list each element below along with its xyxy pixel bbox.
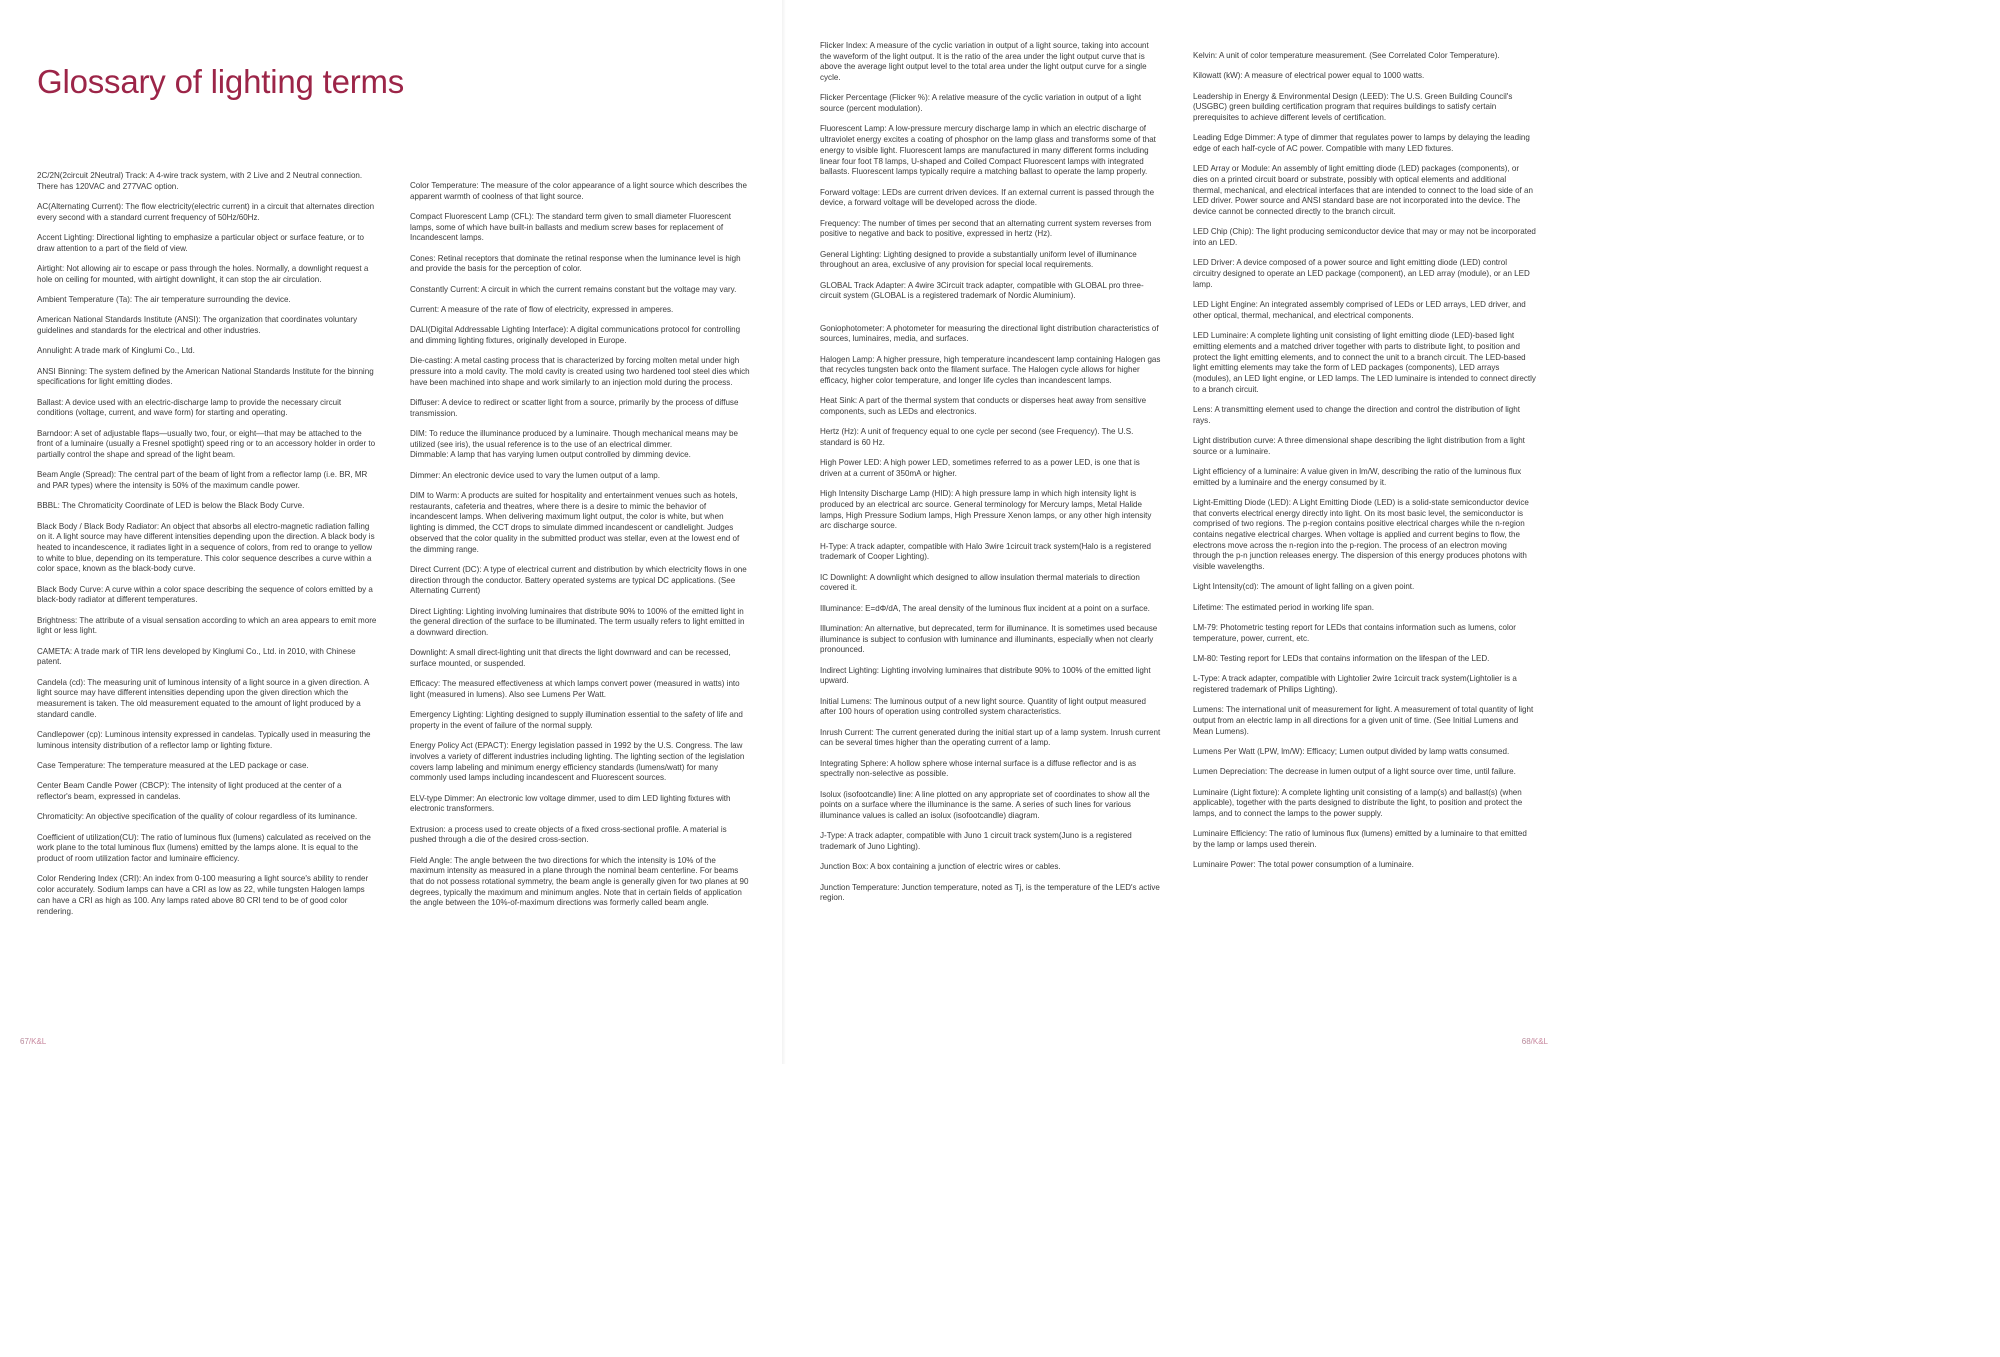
glossary-entry: Integrating Sphere: A hollow sphere whose internal surface is a diffuse reflector and is as spectrally non-selective as possible.: [820, 758, 1137, 779]
glossary-entry: LM-79: Photometric testing report for LEDs that contains information such as lumens, color temperature, power, current, etc.: [1193, 623, 1516, 643]
glossary-entry: LED Chip (Chip): The light producing semiconductor device that may or may not be incorporated into an LED.: [1193, 227, 1536, 248]
glossary-entry: Ambient Temperature (Ta): The air temperature surrounding the device.: [37, 295, 291, 304]
glossary-entry: LM-80: Testing report for LEDs that contains information on the lifespan of the LED.: [1193, 654, 1490, 664]
glossary-entry: L-Type: A track adapter, compatible with Lightolier 2wire 1circuit track system(Lightolier is a registered trademark of Philips Lighting).: [1193, 674, 1517, 695]
glossary-entry: Leadership in Energy & Environmental Design (LEED): The U.S. Green Building Council's (USGBC) green building certification program that requires buildings to satisfy certain prerequisites to achieve different levels of certification.: [1193, 91, 1513, 122]
glossary-entry: GLOBAL Track Adapter: A 4wire 3Circuit track adapter, compatible with GLOBAL pro three-circuit system (GLOBAL is a registered trademark of Nordic Aluminium).: [820, 280, 1144, 301]
glossary-entry: Lumen Depreciation: The decrease in lumen output of a light source over time, until failure.: [1193, 767, 1516, 777]
glossary-entry: Frequency: The number of times per second that an alternating current system reverses from positive to negative and back to positive, expressed in hertz (Hz).: [820, 218, 1152, 239]
glossary-entry: Beam Angle (Spread): The central part of the beam of light from a reflector lamp (i.e. BR, MR and PAR types) where the intensity is 50% of the maximum candle power.: [37, 470, 368, 490]
glossary-entry: Cones: Retinal receptors that dominate the retinal response when the luminance level is high and provide the basis for the perception of color.: [410, 253, 741, 274]
glossary-entry: Halogen Lamp: A higher pressure, high temperature incandescent lamp containing Halogen gas that recycles tungsten back onto the filament surface. The Halogen cycle allows for higher efficacy, higher color temperature, and longer life cycles than incandescent lamps.: [820, 354, 1161, 385]
glossary-entry: LED Driver: A device composed of a power source and light emitting diode (LED) control circuitry designed to operate an LED package (component), an LED array (module), or an LED lamp.: [1193, 258, 1530, 289]
glossary-entry: Emergency Lighting: Lighting designed to supply illumination essential to the safety of life and property in the event of failure of the normal supply.: [410, 710, 743, 730]
glossary-entry: Barndoor: A set of adjustable flaps—usually two, four, or eight—that may be attached to the front of a luminaire (usually a Fresnel spotlight) speed ring or to an accessory holder in order to partially control the shape and spread of the light beam.: [37, 428, 376, 459]
glossary-entry: BBBL: The Chromaticity Coordinate of LED is below the Black Body Curve.: [37, 501, 305, 511]
glossary-entry: General Lighting: Lighting designed to provide a substantially uniform level of illuminance throughout an area, exclusive of any provision for special local requirements.: [820, 249, 1137, 270]
glossary-entry: Dimmable: A lamp that has varying lumen output controlled by dimming device.: [410, 450, 691, 460]
glossary-entry: J-Type: A track adapter, compatible with Juno 1 circuit track system(Juno is a registered trademark of Juno Lighting).: [820, 831, 1132, 852]
entry-spacer: [820, 312, 1162, 324]
glossary-entry: Light efficiency of a luminaire: A value given in lm/W, describing the ratio of the luminous flux emitted by a luminaire and the energy consumed by it.: [1193, 466, 1522, 487]
glossary-entry: Light distribution curve: A three dimensional shape describing the light distribution from a light source or a luminaire.: [1193, 435, 1525, 456]
glossary-entry: Luminaire Efficiency: The ratio of luminous flux (lumens) emitted by a luminaire to that emitted by the lamp or lamps used therein.: [1193, 829, 1527, 850]
glossary-entry: Field Angle: The angle between the two directions for which the intensity is 10% of the maximum intensity as measured in a plane through the nominal beam centerline. For beams that do not possess rotational symmetry, the beam angle is generally given for two planes at 90 degrees, typically the maximum and minimum angles. Note that in certain fields of application the angle between the 10%-of-maximum directions was formerly called beam angle.: [410, 855, 749, 908]
glossary-entry: Indirect Lighting: Lighting involving luminaires that distribute 90% to 100% of the emitted light upward.: [820, 665, 1151, 686]
glossary-entry: Direct Lighting: Lighting involving luminaires that distribute 90% to 100% of the emitted light in the general direction of the surface to be illuminated. The term usually refers to light emitted in a downward direction.: [410, 606, 745, 637]
glossary-entry: Light-Emitting Diode (LED): A Light Emitting Diode (LED) is a solid-state semiconductor device that converts electrical energy directly into light. On its most basic level, the semiconductor is comprised of two regions. The p-region contains positive electrical charges while the n-region contains negative electrical charges. When voltage is applied and current begins to flow, the electrons move across the n-region into the p-region. The process of an electron moving through the p-n junction releases energy. The dispersion of this energy produces photons with visible wavelengths.: [1193, 497, 1529, 572]
glossary-entry: Lens: A transmitting element used to change the direction and control the distribution of light rays.: [1193, 404, 1520, 425]
glossary-column-1: [37, 171, 377, 927]
glossary-entry: Fluorescent Lamp: A low-pressure mercury discharge lamp in which an electric discharge of ultraviolet energy excites a coating of phosphor on the lamp glass and transforms some of that energy to visible light. Fluorescent lamps are manufactured in many different forms including linear four foot T8 lamps, U-shaped and Coiled Compact Fluorescent lamps with integrated ballasts. Fluorescent lamps typically require a matching ballast to operate the lamp properly.: [820, 124, 1156, 177]
glossary-entry: Constantly Current: A circuit in which the current remains constant but the voltage may vary.: [410, 284, 737, 294]
glossary-entry: Diffuser: A device to redirect or scatter light from a source, primarily by the process of diffuse transmission.: [410, 398, 739, 418]
glossary-column-2: [410, 181, 750, 919]
page-number: 68: [1521, 1037, 1531, 1046]
folio-right: [1522, 1037, 1548, 1046]
glossary-entry: 2C/2N(2circuit 2Neutral) Track: A 4-wire track system, with 2 Live and 2 Neutral connection. There has 120VAC and 277VAC option.: [37, 171, 363, 191]
glossary-column-3: [820, 41, 1162, 914]
glossary-entry: IC Downlight: A downlight which designed to allow insulation thermal materials to direction covered it.: [820, 572, 1140, 593]
glossary-entry: Accent Lighting: Directional lighting to emphasize a particular object or surface feature, or to draw attention to a part of the field of view.: [37, 233, 364, 253]
glossary-entry: Direct Current (DC): A type of electrical current and distribution by which electricity flows in one direction through the conductor. Battery operated systems are typical DC applications. (See Alternating Current): [410, 564, 747, 596]
page-number: 67: [20, 1037, 29, 1046]
glossary-entry: AC(Alternating Current): The flow electricity(electric current) in a circuit that alternates direction every second with a standard current frequency of 50Hz/60Hz.: [37, 202, 375, 222]
glossary-entry: Brightness: The attribute of a visual sensation according to which an area appears to emit more light or less light.: [37, 615, 377, 636]
glossary-entry: Goniophotometer: A photometer for measuring the directional light distribution characteristics of sources, luminaires, media, and surfaces.: [820, 323, 1159, 344]
glossary-entry: DALI(Digital Addressable Lighting Interface): A digital communications protocol for controlling and dimming lighting fixtures, originally developed in Europe.: [410, 325, 741, 345]
glossary-entry: Energy Policy Act (EPACT): Energy legislation passed in 1992 by the U.S. Congress. The law involves a variety of different industries including lighting. The lighting section of the legislation covers lamp labeling and minimum energy efficiency standards (lumens/watt) for many commonly used lamps including incandescent and Fluorescent sources.: [410, 741, 745, 783]
glossary-entry: Kilowatt (kW): A measure of electrical power equal to 1000 watts.: [1193, 71, 1425, 81]
brand-mark: /K&L: [28, 1037, 47, 1046]
page-title: Glossary of lighting terms: [37, 63, 405, 100]
glossary-entry: Annulight: A trade mark of Kinglumi Co., Ltd.: [37, 346, 195, 356]
glossary-entry: Chromaticity: An objective specification of the quality of colour regardless of its luminance.: [37, 812, 358, 822]
glossary-entry: Dimmer: An electronic device used to vary the lumen output of a lamp.: [410, 470, 661, 480]
glossary-entry: Lifetime: The estimated period in working life span.: [1193, 602, 1374, 612]
glossary-entry: Ballast: A device used with an electric-discharge lamp to provide the necessary circuit conditions (voltage, current, and wave form) for starting and operating.: [37, 397, 342, 418]
glossary-entry: CAMETA: A trade mark of TIR lens developed by Kinglumi Co., Ltd. in 2010, with Chinese patent.: [37, 646, 356, 667]
glossary-column-4: [1193, 51, 1536, 881]
glossary-entry: Black Body Curve: A curve within a color space describing the sequence of colors emitted by a black-body radiator at different temperatures.: [37, 584, 373, 605]
glossary-entry: Downlight: A small direct-lighting unit that directs the light downward and can be recessed, surface mounted, or suspended.: [410, 648, 731, 668]
page-fold: [782, 0, 786, 1064]
glossary-entry: Candlepower (cp): Luminous intensity expressed in candelas. Typically used in measuring the luminous intensity distribution of a reflector lamp or lighting fixture.: [37, 730, 371, 750]
glossary-entry: Color Temperature: The measure of the color appearance of a light source which describes the apparent warmth of coolness of that light source.: [410, 181, 747, 201]
glossary-entry: LED Luminaire: A complete lighting unit consisting of light emitting diode (LED)-based light emitting elements and a matched driver together with parts to distribute light, to position and protect the light emitting elements, and to connect the unit to a branch circuit. The LED-based light emitting elements may take the form of LED packages (components), LED arrays (modules), an LED light engine, or LED lamps. The LED luminaire is intended to connect directly to a branch circuit.: [1193, 331, 1536, 394]
glossary-entry: Illuminance: E=dΦ/dA, The areal density of the luminous flux incident at a point on a surface.: [820, 603, 1150, 613]
glossary-entry: Die-casting: A metal casting process that is characterized by forcing molten metal under high pressure into a mold cavity. The mold cavity is created using two hardened tool steel dies which have been machined into shape and work similarly to an injection mold during the process.: [410, 356, 750, 387]
glossary-entry: Illumination: An alternative, but deprecated, term for illuminance. It is sometimes used because illuminance is subject to confusion with luminance and illuminants, especially when not clearly pronounced.: [820, 623, 1158, 655]
glossary-entry: Leading Edge Dimmer: A type of dimmer that regulates power to lamps by delaying the leading edge of each half-cycle of AC power. Compatible with many LED fixtures.: [1193, 133, 1530, 153]
glossary-entry: Extrusion: a process used to create objects of a fixed cross-sectional profile. A material is pushed through a die of the desired cross-section.: [410, 824, 727, 845]
glossary-entry: DIM: To reduce the illuminance produced by a luminaire. Though mechanical means may be utilized (see iris), the usual reference is to the use of an electrical dimmer.: [410, 429, 739, 449]
glossary-entry: Junction Box: A box containing a junction of electric wires or cables.: [820, 862, 1061, 872]
glossary-entry: Heat Sink: A part of the thermal system that conducts or disperses heat away from sensitive components, such as LEDs and electronics.: [820, 396, 1147, 416]
glossary-entry: American National Standards Institute (ANSI): The organization that coordinates voluntary guidelines and standards for the electrical and other industries.: [37, 315, 358, 335]
glossary-entry: H-Type: A track adapter, compatible with Halo 3wire 1circuit track system(Halo is a registered trademark of Cooper Lighting).: [820, 541, 1151, 562]
glossary-entry: Light Intensity(cd): The amount of light falling on a given point.: [1193, 582, 1415, 592]
glossary-entry: Center Beam Candle Power (CBCP): The intensity of light produced at the center of a reflector's beam, expressed in candelas.: [37, 781, 342, 802]
glossary-entry: LED Array or Module: An assembly of light emitting diode (LED) packages (components), or dies on a printed circuit board or substrate, possibly with optical elements and additional thermal, mechanical, and electrical interfaces that are intended to connect to the load side of an LED driver. Power source and ANSI standard base are not incorporated into the device. The device cannot be connected directly to the branch circuit.: [1193, 164, 1533, 217]
glossary-entry: Isolux (isofootcandle) line: A line plotted on any appropriate set of coordinates to show all the points on a surface where the illuminance is the same. A series of such lines for various illuminance values is called an isolux (isofootcandle) diagram.: [820, 789, 1150, 821]
glossary-entry: High Intensity Discharge Lamp (HID): A high pressure lamp in which high intensity light is produced by an electrical arc source. General terminology for Mercury lamps, Metal Halide lamps, High Pressure Sodium lamps, High Pressure Xenon lamps, or any other high intensity arc discharge source.: [820, 489, 1152, 531]
glossary-entry: Inrush Current: The current generated during the initial start up of a lamp system. Inrush current can be several times higher than the operating current of a lamp.: [820, 727, 1161, 748]
glossary-entry: Airtight: Not allowing air to escape or pass through the holes. Normally, a downlight request a hole on ceiling for mounted, with airtight downlight, it can stop the air circulation.: [37, 264, 369, 284]
glossary-entry: Candela (cd): The measuring unit of luminous intensity of a light source in a given direction. A light source may have different intensities depending upon the given direction which the measurement is taken. The old measurement equated to the amount of light produced by a standard candle.: [37, 677, 369, 719]
glossary-entry: Kelvin: A unit of color temperature measurement. (See Correlated Color Temperature).: [1193, 51, 1500, 60]
brand-mark: /K&L: [1530, 1037, 1548, 1046]
glossary-entry: Hertz (Hz): A unit of frequency equal to one cycle per second (see Frequency). The U.S. standard is 60 Hz.: [820, 427, 1134, 447]
glossary-entry: High Power LED: A high power LED, sometimes referred to as a power LED, is one that is driven at a current of 350mA or higher.: [820, 458, 1140, 478]
glossary-entry: Lumens: The international unit of measurement for light. A measurement of total quantity of light output from an electric lamp in all directions for a given unit of time. (See Initial Lumens and Mean Lumens).: [1193, 705, 1534, 736]
glossary-entry: Black Body / Black Body Radiator: An object that absorbs all electro-magnetic radiation falling on it. A light source may have different intensities depending upon the direction. A black body is heated to incandescence, it radiates light in a sequence of colors, from red to orange to yellow to white to blue, depending on its temperature. This color sequence describes a curve within a color space, known as the black-body curve.: [37, 521, 375, 574]
glossary-entry: Case Temperature: The temperature measured at the LED package or case.: [37, 761, 309, 771]
glossary-entry: Luminaire Power: The total power consumption of a luminaire.: [1193, 860, 1414, 870]
glossary-entry: Initial Lumens: The luminous output of a new light source. Quantity of light output measured after 100 hours of operation using controlled system characteristics.: [820, 696, 1146, 717]
glossary-entry: Forward voltage: LEDs are current driven devices. If an external current is passed through the device, a forward voltage will be developed across the diode.: [820, 187, 1155, 208]
glossary-entry: LED Light Engine: An integrated assembly comprised of LEDs or LED arrays, LED driver, and other optical, thermal, mechanical, and electrical components.: [1193, 300, 1526, 320]
glossary-entry: ANSI Binning: The system defined by the American National Standards Institute for the binning specifications for light emitting diodes.: [37, 366, 374, 387]
glossary-entry: Coefficient of utilization(CU): The ratio of luminous flux (lumens) calculated as received on the work plane to the total luminous flux (lumens) emitted by the lamps alone. It is equal to the product of room utilization factor and luminaire efficiency.: [37, 832, 371, 864]
glossary-entry: Compact Fluorescent Lamp (CFL): The standard term given to small diameter Fluorescent lamps, some of which have built-in ballasts and medium screw bases for replacement of Incandescent lamps.: [410, 212, 731, 243]
glossary-entry: Luminaire (Light fixture): A complete lighting unit consisting of a lamp(s) and ballast(s) (when applicable), together with the parts designed to distribute the light, to position and protect the lamps, and to connect the lamps to the power supply.: [1193, 787, 1523, 819]
glossary-entry: Current: A measure of the rate of flow of electricity, expressed in amperes.: [410, 305, 674, 314]
folio-left: [20, 1037, 46, 1046]
glossary-entry: Color Rendering Index (CRI): An index from 0-100 measuring a light source's ability to render color accurately. Sodium lamps can have a CRI as low as 22, while tungsten Halogen lamps can have a CRI as high as 100. Any lamps rated above 80 CRI tend to be of good color rendering.: [37, 874, 369, 916]
glossary-entry: Flicker Percentage (Flicker %): A relative measure of the cyclic variation in output of a light source (percent modulation).: [820, 93, 1142, 114]
glossary-entry: Junction Temperature: Junction temperature, noted as Tj, is the temperature of the LED's active region.: [820, 882, 1160, 903]
glossary-entry: Efficacy: The measured effectiveness at which lamps convert power (measured in watts) into light (measured in lumens). Also see Lumens Per Watt.: [410, 679, 740, 699]
glossary-entry: DIM to Warm: A products are suited for hospitality and entertainment venues such as hotels, restaurants, cafeteria and theatres, where there is a desire to mimic the behavior of incandescent lamps. When delivering maximum light output, the color is white, but when lighting is dimmed, the CCT drops to simulate dimmed incandescent or candlelight. Judges observed that the color quality in the submitted product was stellar, even at the lowest end of the dimming range.: [410, 491, 740, 554]
glossary-entry: Lumens Per Watt (LPW, lm/W): Efficacy; Lumen output divided by lamp watts consumed.: [1193, 747, 1510, 757]
glossary-entry: Flicker Index: A measure of the cyclic variation in output of a light source, taking into account the waveform of the light output. It is the ratio of the area under the light output curve that is above the average light output level to the total area under the light output curve for a single cycle.: [820, 41, 1149, 83]
glossary-entry: ELV-type Dimmer: An electronic low voltage dimmer, used to dim LED lighting fixtures with electronic transformers.: [410, 793, 731, 814]
